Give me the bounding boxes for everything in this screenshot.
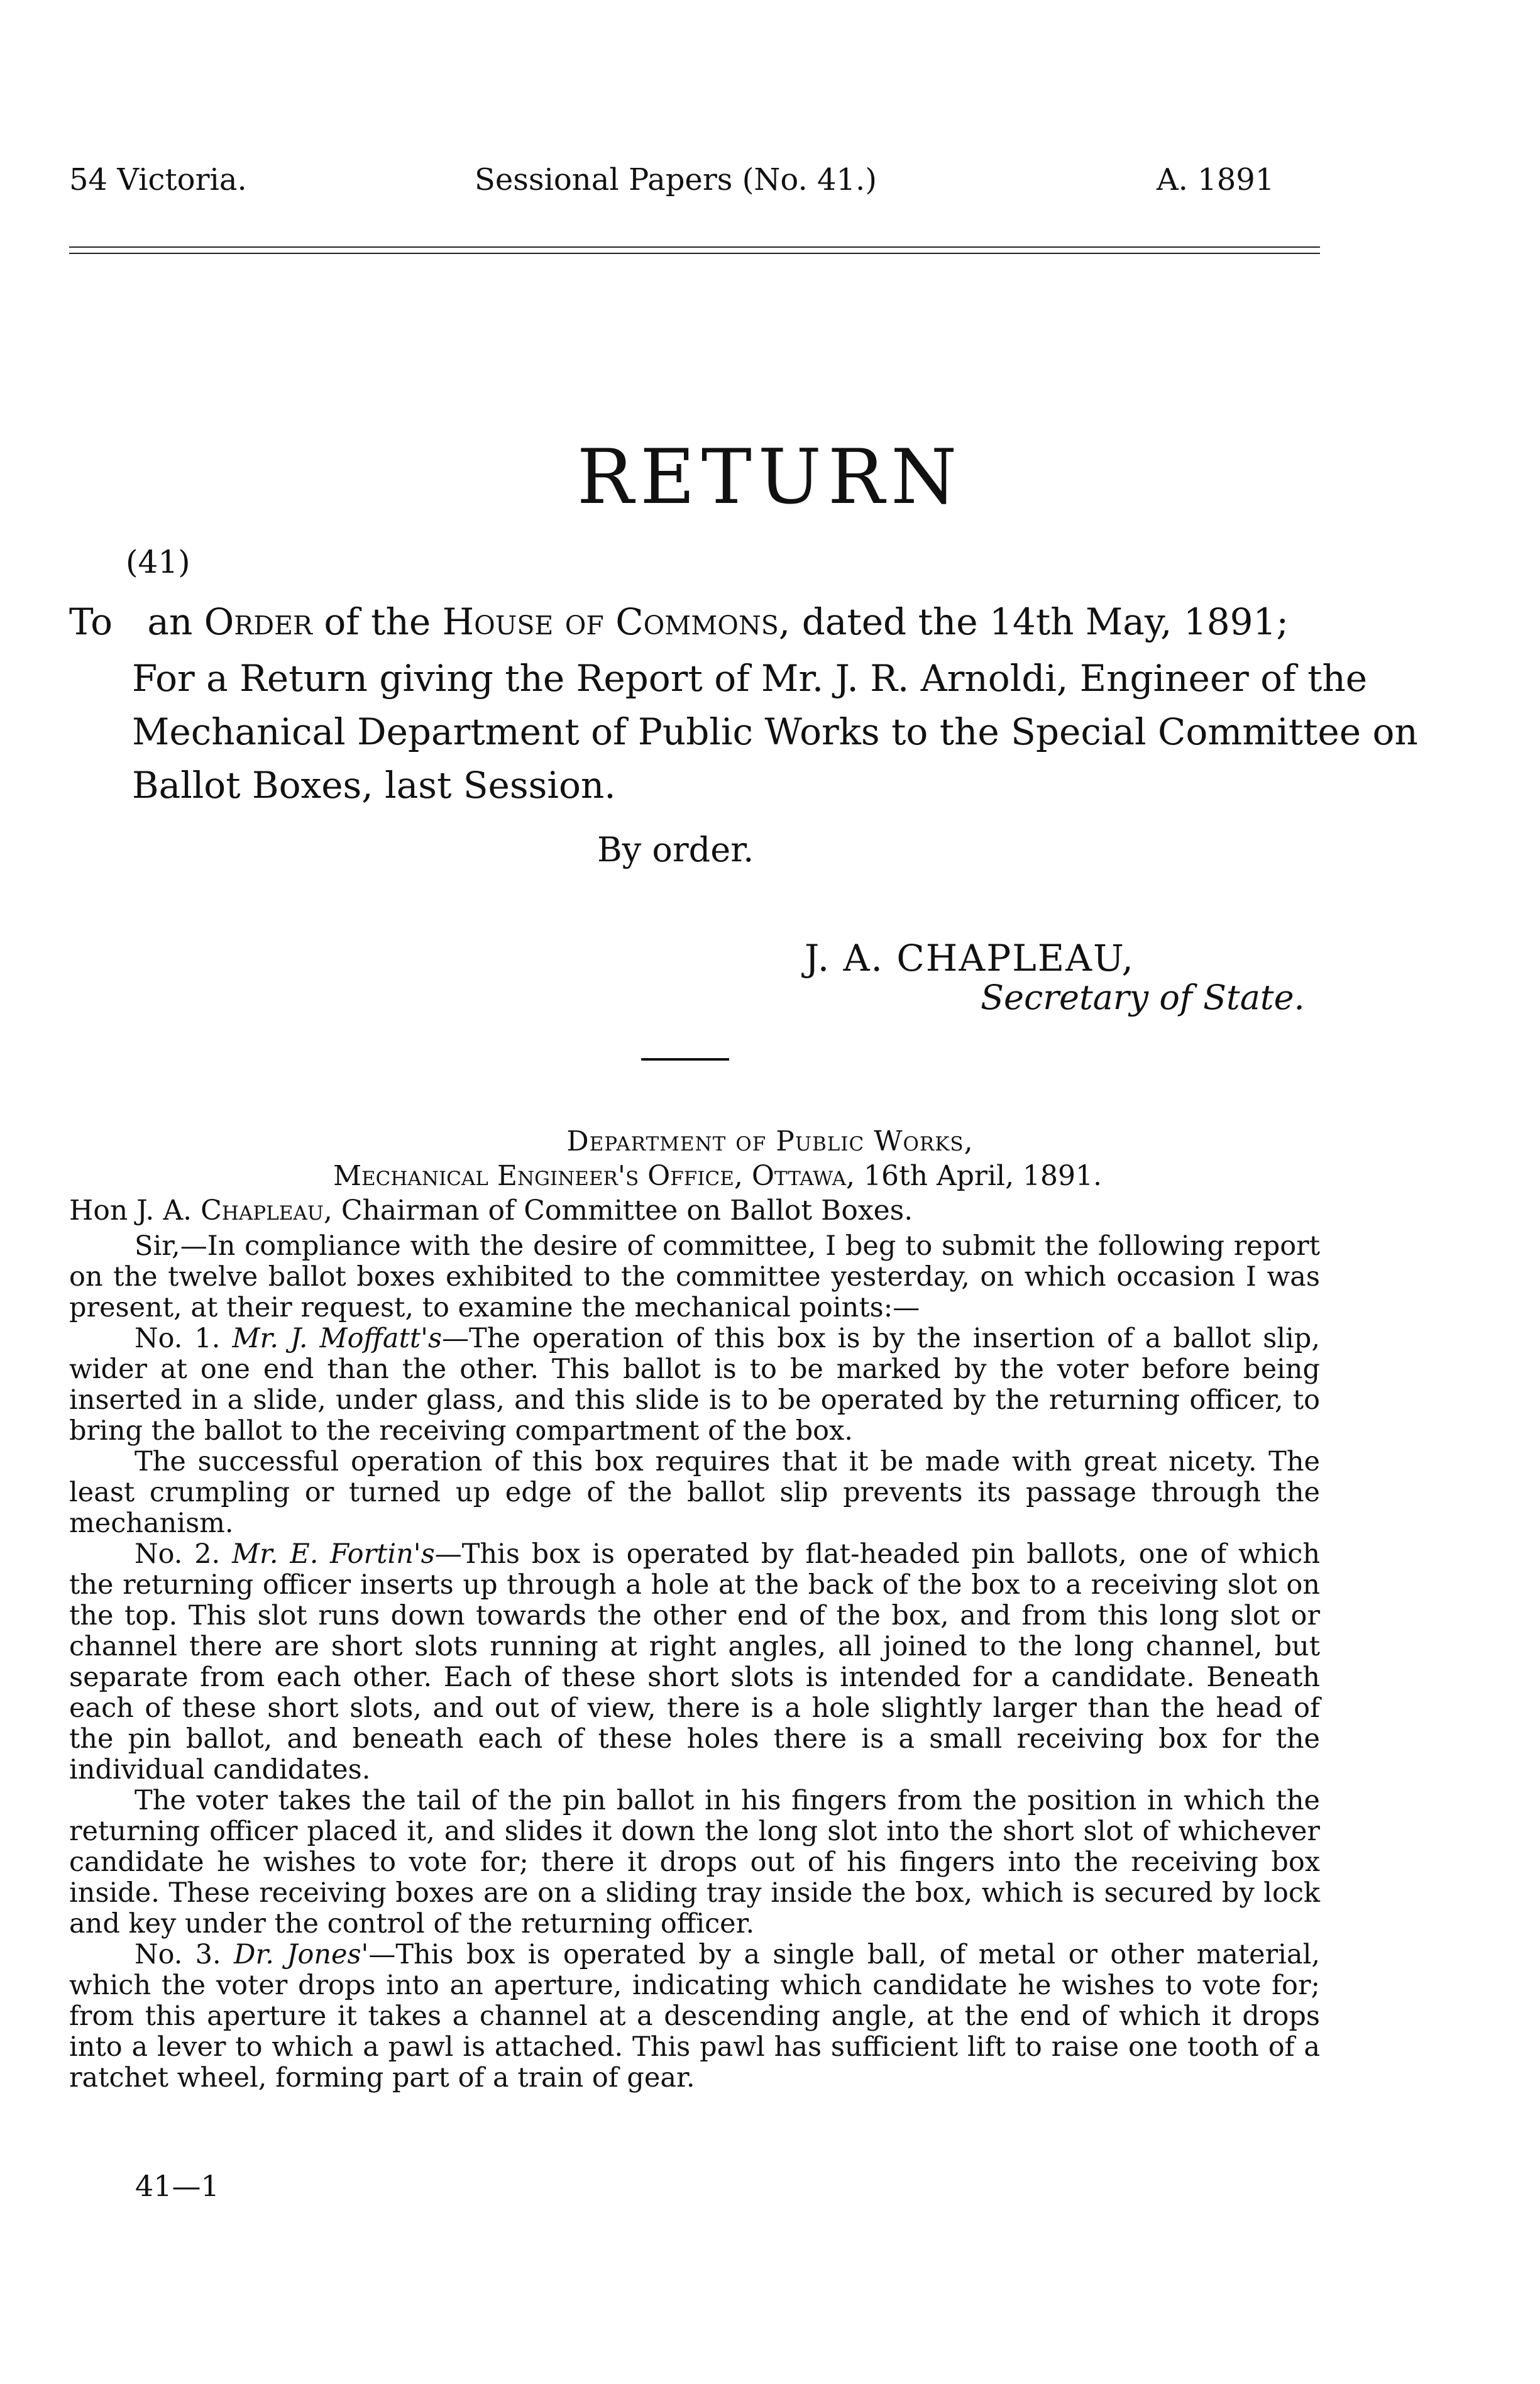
order-of-the: of the	[324, 600, 431, 643]
paragraph-intro: Sir,—In compliance with the desire of committee, I beg to submit the following report on the twelve ballot boxes exhibited to the committee yesterday, on which occasion I was present, at their request, to examine the mechanical points:—	[69, 1230, 1320, 1323]
page-signature-mark: 41—1	[135, 2169, 219, 2203]
paragraph-box-1-note: The successful operation of this box requires that it be made with great nicety. The least crumpling or turned up edge of the ballot slip prevents its passage through the mechanism.	[69, 1446, 1320, 1539]
box-number: No. 1.	[135, 1323, 221, 1354]
house-of-commons: House of Commons,	[442, 600, 791, 643]
order-number: (41)	[126, 544, 190, 580]
order-word: Order	[204, 600, 312, 643]
order-line-2: For a Return giving the Report of Mr. J. R. Arnoldi, Engineer of the	[132, 657, 1368, 700]
paragraph-box-3	[69, 1940, 1320, 2094]
inventor-name: Mr. J. Moffatt's	[232, 1323, 443, 1354]
box-description: —This box is operated by a single ball, of metal or other material, which the voter drops into an aperture, indicating which candidate he wishes to vote for; from this aperture it takes a channel at a descending angle, at the end of which it drops into a lever to which a pawl is attached. This pawl has sufficient lift to raise one tooth of a ratchet wheel, forming part of a train of gear.	[69, 1939, 1320, 2094]
order-dated: dated the 14th May, 1891;	[801, 600, 1289, 643]
signature-title: Secretary of State.	[981, 978, 1305, 1017]
box-number: No. 2.	[135, 1538, 221, 1570]
inventor-name: Dr. Jones'	[233, 1939, 369, 1970]
section-divider	[641, 1058, 729, 1061]
header-rule-bottom	[69, 253, 1320, 254]
order-an: an	[147, 600, 193, 643]
header-sessional-papers: Sessional Papers (No. 41.)	[475, 162, 877, 197]
box-number: No. 3.	[135, 1939, 221, 1970]
order-line-1	[69, 600, 1289, 643]
addressee-hon: Hon J. A.	[69, 1195, 192, 1227]
addressee	[69, 1195, 913, 1227]
paragraph-box-1	[69, 1323, 1320, 1447]
addressee-role: Chairman of Committee on Ballot Boxes.	[341, 1195, 913, 1227]
header-rule-top	[69, 246, 1320, 248]
addressee-name: Chapleau,	[201, 1195, 333, 1227]
office-name: Mechanical Engineer's Office, Ottawa,	[333, 1160, 855, 1192]
inventor-name: Mr. E. Fortin's	[232, 1538, 435, 1570]
letter-date: 16th April, 1891.	[863, 1160, 1103, 1192]
box-description: —This box is operated by flat-headed pin ballots, one of which the returning officer inserts up through a hole at the back of the box to a receiving slot on the top. This slot runs down towards the other end of the box, and from this long slot or channel there are short slots running at right angles, all joined to the long channel, but separate from each other. Each of these short slots is intended for a candidate. Beneath each of these short slots, and out of view, there is a hole slightly larger than the head of the pin ballot, and beneath each of these holes there is a small receiving box for the individual candidates.	[69, 1538, 1321, 1785]
by-order: By order.	[597, 830, 754, 869]
order-line-4: Ballot Boxes, last Session.	[132, 764, 616, 807]
paragraph-box-2-voting: The voter takes the tail of the pin ballot in his fingers from the position in which the returning officer placed it, and slides it down the long slot into the short slot of whichever candidate he wishes to vote for; there it drops out of his fingers into the receiving box inside. These receiving boxes are on a sliding tray inside the box, which is secured by lock and key under the control of the returning officer.	[69, 1785, 1320, 1940]
paragraph-box-2	[69, 1539, 1320, 1785]
box-description: —The operation of this box is by the insertion of a ballot slip, wider at one end than the other. This ballot is to be marked by the voter before being inserted in a slide, under glass, and this slide is to be operated by the returning officer, to bring the ballot to the receiving compartment of the box.	[69, 1323, 1320, 1447]
page-title: RETURN	[576, 434, 964, 521]
header-year: A. 1891	[1157, 162, 1275, 197]
department-office-line	[333, 1160, 1102, 1192]
order-line-3: Mechanical Department of Public Works to the Special Committee on	[132, 710, 1418, 753]
department-heading: Department of Public Works,	[566, 1125, 974, 1157]
letter-body	[69, 1231, 1320, 2094]
header-volume: 54 Victoria.	[69, 162, 247, 197]
order-to: To	[69, 600, 113, 643]
signature-name: J. A. CHAPLEAU,	[805, 937, 1135, 980]
